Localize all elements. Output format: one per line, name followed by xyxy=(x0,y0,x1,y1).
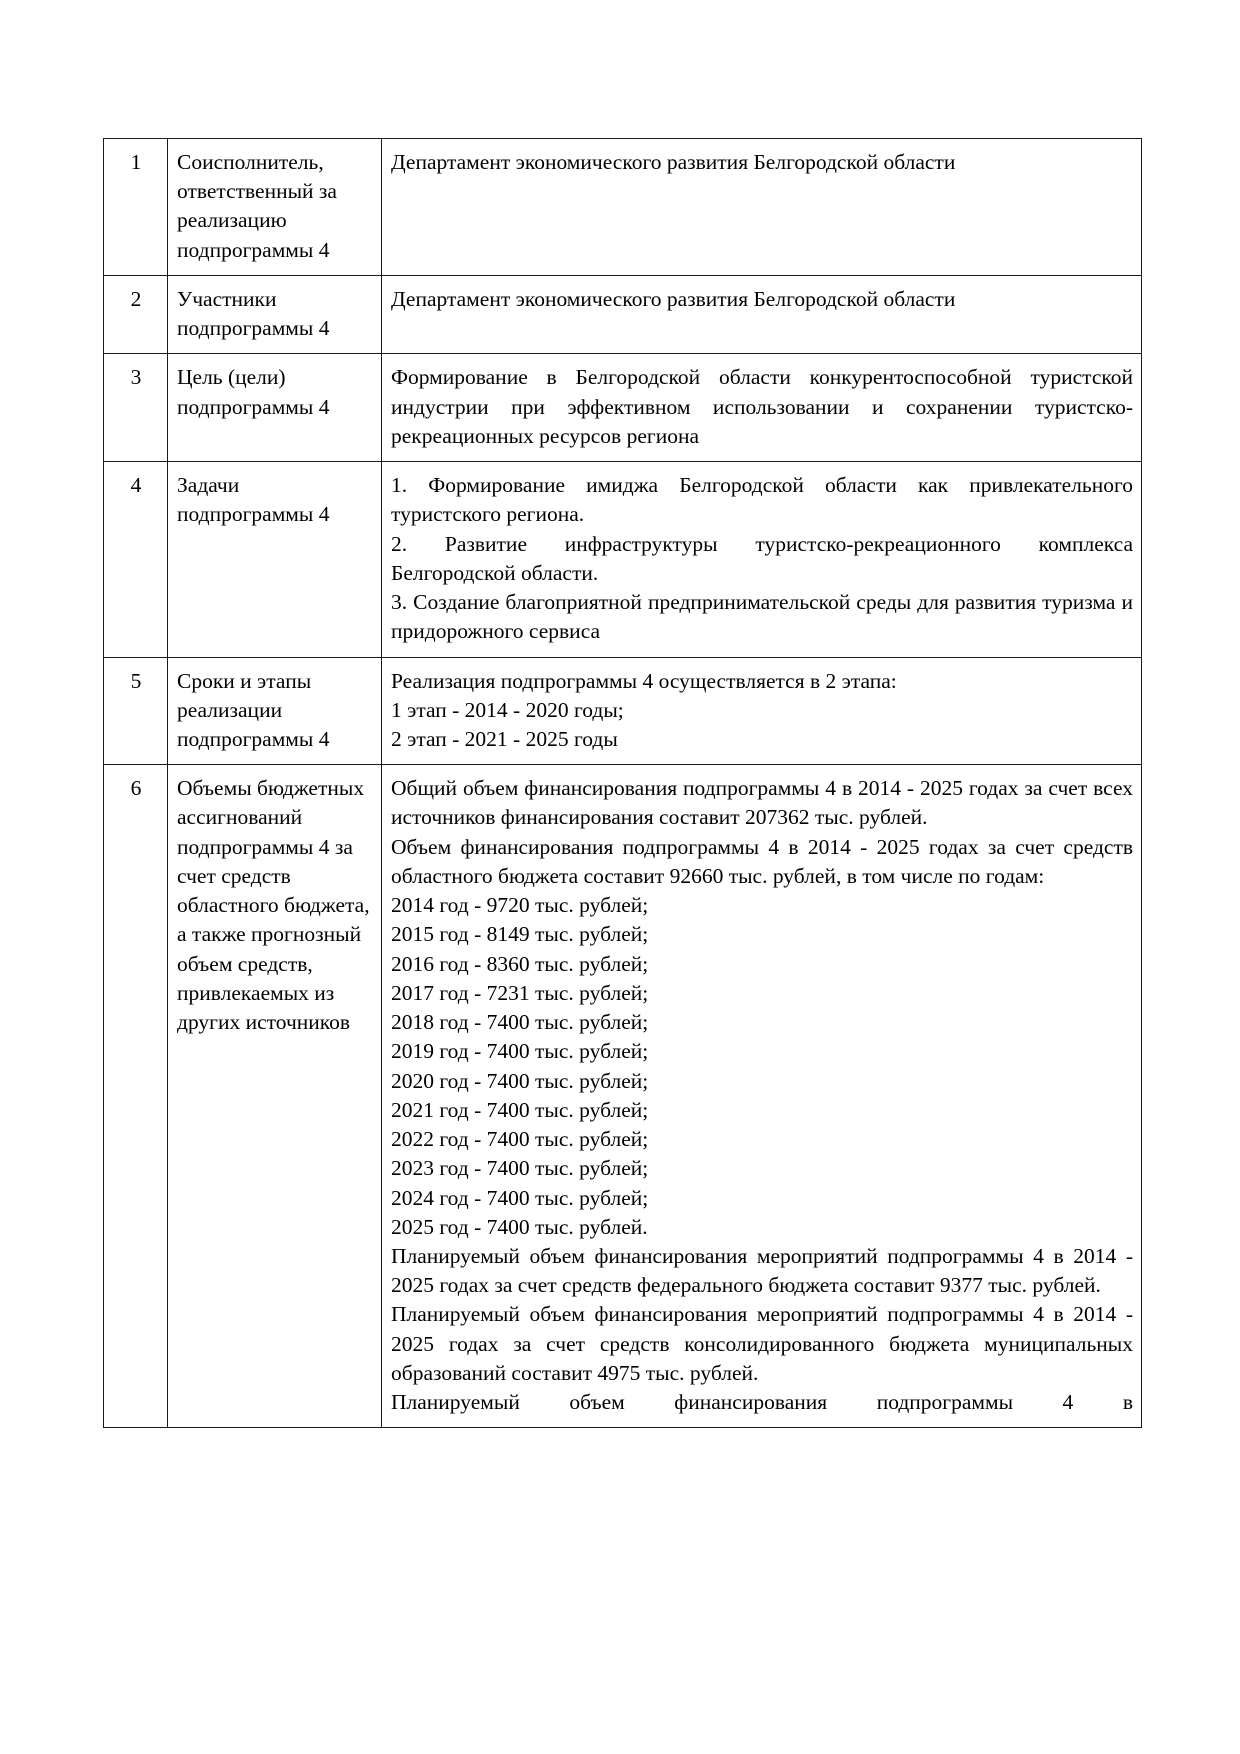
value-paragraph: 2 этап - 2021 - 2025 годы xyxy=(391,726,618,751)
value-paragraph: Общий объем финансирования подпрограммы 4 в 2014 - 2025 годах за счет всех источников финансирования составит 207362 тыс. рублей. xyxy=(391,776,1133,830)
value-paragraph: 2017 год - 7231 тыс. рублей; xyxy=(391,980,649,1005)
row-number: 1 xyxy=(104,139,168,276)
value-paragraph: Департамент экономического развития Белгородской области xyxy=(391,286,956,311)
value-paragraph: 2014 год - 9720 тыс. рублей; xyxy=(391,893,649,918)
value-paragraph: Планируемый объем финансирования мероприятий подпрограммы 4 в 2014 - 2025 годах за счет средств консолидированного бюджета муниципальных образований составит 4975 тыс. рублей. xyxy=(391,1302,1133,1385)
value-paragraph: 2. Развитие инфраструктуры туристско-рекреационного комплекса Белгородской области. xyxy=(391,531,1133,585)
value-paragraph: Планируемый объем финансирования мероприятий подпрограммы 4 в 2014 - 2025 годах за счет средств федерального бюджета составит 9377 тыс. рублей. xyxy=(391,1243,1133,1298)
value-paragraph: 2018 год - 7400 тыс. рублей; xyxy=(391,1010,649,1035)
value-paragraph: Объем финансирования подпрограммы 4 в 2014 - 2025 годах за счет средств областного бюджета составит 92660 тыс. рублей, в том числе по годам: xyxy=(391,834,1133,888)
row-label: Сроки и этапы реализации подпрограммы 4 xyxy=(168,657,382,765)
row-value xyxy=(382,139,1142,276)
value-paragraph: Реализация подпрограммы 4 осуществляется в 2 этапа: xyxy=(391,668,897,693)
value-paragraph: 2020 год - 7400 тыс. рублей; xyxy=(391,1068,649,1093)
table-row xyxy=(104,657,1142,765)
table-row xyxy=(104,462,1142,657)
row-number: 6 xyxy=(104,765,168,1428)
value-paragraph: 2025 год - 7400 тыс. рублей. xyxy=(391,1214,648,1239)
value-paragraph: 2022 год - 7400 тыс. рублей; xyxy=(391,1127,649,1152)
value-paragraph: 2015 год - 8149 тыс. рублей; xyxy=(391,922,649,947)
row-label: Задачи подпрограммы 4 xyxy=(168,462,382,657)
table-body xyxy=(104,139,1142,1428)
row-value xyxy=(382,275,1142,353)
row-value xyxy=(382,354,1142,462)
subprogram-passport-table xyxy=(103,138,1142,1428)
value-paragraph: Департамент экономического развития Белгородской области xyxy=(391,150,956,174)
value-paragraph: 2021 год - 7400 тыс. рублей; xyxy=(391,1097,649,1122)
value-paragraph: Формирование в Белгородской области конкурентоспособной туристской индустрии при эффективном использовании и сохранении туристско-рекреационных ресурсов региона xyxy=(391,365,1133,448)
row-label: Соисполнитель, ответственный за реализацию подпрограммы 4 xyxy=(168,139,382,276)
value-paragraph: 1 этап - 2014 - 2020 годы; xyxy=(391,697,624,722)
row-value xyxy=(382,462,1142,657)
row-number: 5 xyxy=(104,657,168,765)
value-paragraph: 2016 год - 8360 тыс. рублей; xyxy=(391,951,649,976)
row-label: Участники подпрограммы 4 xyxy=(168,275,382,353)
table-row xyxy=(104,139,1142,276)
value-paragraph: 2019 год - 7400 тыс. рублей; xyxy=(391,1039,649,1064)
value-paragraph: 1. Формирование имиджа Белгородской области как привлекательного туристского региона. xyxy=(391,473,1133,527)
table-row xyxy=(104,354,1142,462)
value-paragraph: 2023 год - 7400 тыс. рублей; xyxy=(391,1156,649,1181)
value-paragraph-truncated: Планируемый объем финансирования подпрограммы 4 в xyxy=(391,1390,1133,1415)
row-label: Объемы бюджетных ассигнований подпрограммы 4 за счет средств областного бюджета, а также прогнозный объем средств, привлекаемых из других источников xyxy=(168,765,382,1428)
row-number: 4 xyxy=(104,462,168,657)
row-value xyxy=(382,657,1142,765)
row-number: 2 xyxy=(104,275,168,353)
row-value xyxy=(382,765,1142,1428)
value-paragraph: 3. Создание благоприятной предпринимательской среды для развития туризма и придорожного сервиса xyxy=(391,590,1133,644)
table-row xyxy=(104,765,1142,1428)
table-row xyxy=(104,275,1142,353)
value-paragraph: 2024 год - 7400 тыс. рублей; xyxy=(391,1185,649,1210)
row-label: Цель (цели) подпрограммы 4 xyxy=(168,354,382,462)
row-number: 3 xyxy=(104,354,168,462)
